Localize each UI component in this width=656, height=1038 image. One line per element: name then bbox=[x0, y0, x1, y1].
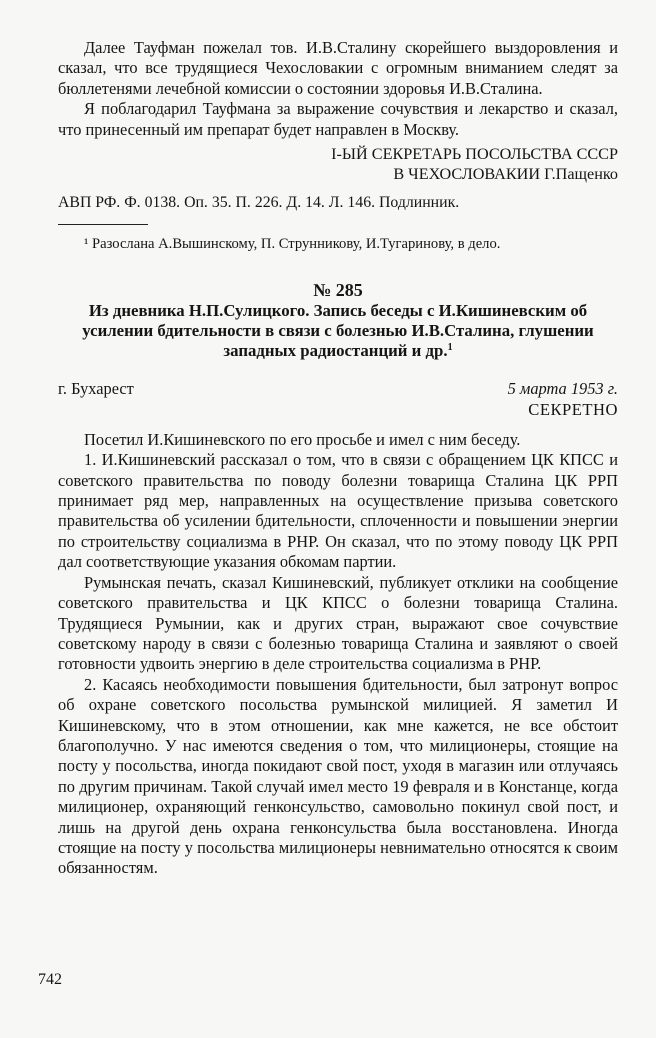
date: 5 марта 1953 г. bbox=[507, 378, 618, 398]
document-body bbox=[58, 430, 618, 879]
paragraph-security: 2. Касаясь необходимости повышения бдительности, был затронут вопрос об охране советского посольства румынской милицией. Я заметил И Кишиневскому, что в этом отношении, как мне кажется, не все обстоит благополучно. У нас имеются сведения о том, что милиционеры, стоящие на посту у посольства, иногда покидают свой пост, уходя в магазин или отлучаясь по другим причинам. Такой случай имел место 19 февраля и в Констанце, когда милиционер, охраняющий генконсульство, самовольно покинул свой пост, и лишь на другой день охрана генконсульства была восстановлена. Иногда стоящие на посту у посольства милиционеры невнимательно относятся к своим обязанностям. bbox=[58, 674, 618, 878]
secret-stamp: СЕКРЕТНО bbox=[528, 399, 618, 419]
paragraph-visit: Посетил И.Кишиневского по его просьбе и имел с ним беседу. bbox=[84, 429, 521, 449]
footnote-divider bbox=[58, 224, 148, 225]
previous-document-end bbox=[58, 38, 618, 253]
page-number: 742 bbox=[38, 971, 62, 988]
document-number: № 285 bbox=[313, 279, 363, 300]
footnote: ¹ Разослана А.Вышинскому, П. Струнникову, И.Тугаринову, в дело. bbox=[84, 235, 501, 252]
paragraph-press: Румынская печать, сказал Кишиневский, публикует отклики на сообщение советского правительства и ЦК КПСС о болезни товарища Сталина. Трудящиеся Румынии, как и других стран, выражают свое сочувствие советскому народу в связи с болезнью товарища Сталина и заявляют о своей готовности удвоить энергию в деле строительства социализма в РНР. bbox=[58, 572, 618, 674]
document-title bbox=[58, 301, 618, 361]
place-date-row bbox=[58, 379, 618, 399]
signature-title: I-ЫЙ СЕКРЕТАРЬ ПОСОЛЬСТВА СССР bbox=[331, 145, 618, 164]
archive-reference: АВП РФ. Ф. 0138. Оп. 35. П. 226. Д. 14. Л. 146. Подлинник. bbox=[58, 193, 460, 211]
signature-block bbox=[58, 144, 618, 185]
paragraph-measures: 1. И.Кишиневский рассказал о том, что в связи с обращением ЦК КПСС и советского правительства по поводу болезни товарища Сталина ЦК РРП принимает ряд мер, направленных на осуществление призыва советского правительства об усилении бдительности, сплоченности и повышении энергии по строительству социализма в РНР. Он сказал, что по этому поводу ЦК РРП дал соответствующие указания обкомам партии. bbox=[58, 450, 618, 572]
paragraph-thanks-medicine: Я поблагодарил Тауфмана за выражение сочувствия и лекарство и сказал, что принесенный им препарат будет направлен в Москву. bbox=[58, 99, 618, 139]
document-title-text: Из дневника Н.П.Сулицкого. Запись беседы с И.Кишиневским об усилении бдительности в связи с болезнью И.В.Сталина, глушении западных радиостанций и др. bbox=[82, 300, 594, 360]
paragraph-taufman-wishes: Далее Тауфман пожелал тов. И.В.Сталину скорейшего выздоровления и сказал, что все трудящиеся Чехословакии с огромным вниманием следят за бюллетенями лечебной комиссии о состоянии здоровья И.В.Сталина. bbox=[58, 38, 618, 98]
signature-name: В ЧЕХОСЛОВАКИИ Г.Пащенко bbox=[393, 165, 618, 184]
place: г. Бухарест bbox=[58, 378, 134, 398]
title-footnote-marker: 1 bbox=[447, 341, 453, 353]
